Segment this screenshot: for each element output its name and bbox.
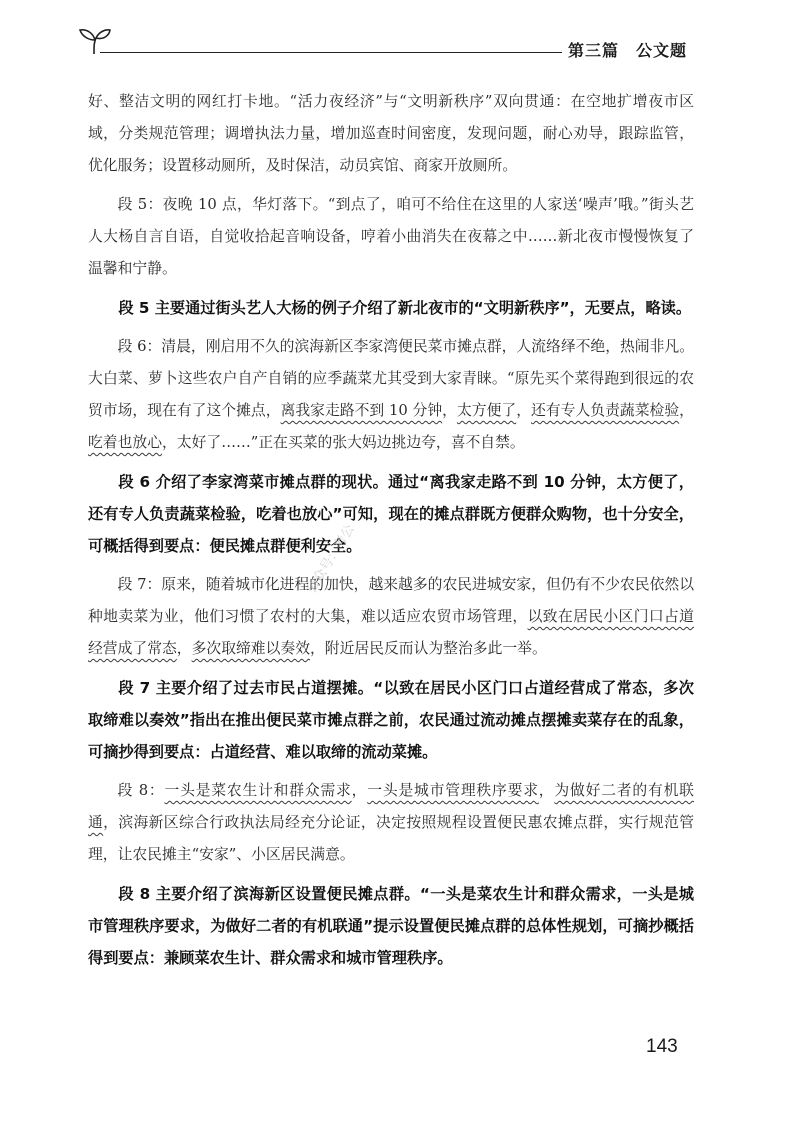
underlined-phrase: 太方便了 (456, 402, 517, 419)
analysis-paragraph (88, 672, 694, 768)
text-run: 段 8 主要介绍了滨海新区设置便民摊点群。“一头是菜农生计和群众需求，一头是城市管理秩序要求，为做好二者的有机联通”提示设置便民摊点群的总体性规划，可摘抄概括得到要点：兼顾菜农生计、群众需求和城市管理秩序。 (88, 885, 694, 967)
analysis-paragraph (88, 292, 694, 324)
text-run: ， (679, 402, 694, 419)
underlined-phrase: 多次取缔难以奏效 (191, 640, 310, 657)
text-run: ， (442, 402, 457, 419)
text-run: ， (516, 402, 532, 419)
text-run: 段 8： (117, 782, 165, 799)
text-run: 段 5：夜晚 10 点，华灯落下。“到点了，咱可不给住在这里的人家送‘噪声’哦。”街头艺人大杨自言自语，自觉收拾起音响设备，哼着小曲消失在夜幕之中……新北夜市慢慢恢复了温馨和宁静。 (88, 196, 694, 277)
text-run: ， (176, 640, 192, 657)
header-rule (100, 52, 562, 53)
source-paragraph (88, 86, 694, 182)
text-run: ，滨海新区综合行政执法局经充分论证，决定按照规程设置便民惠农摊点群，实行规范管理，让农民摊主“安家”、小区居民满意。 (88, 814, 694, 863)
page-number: 143 (646, 1036, 678, 1057)
underlined-phrase: 吃着也放心 (88, 434, 162, 451)
text-run: 段 6 介绍了李家湾菜市摊点群的现状。通过“离我家走路不到 10 分钟，太方便了，还有专人负责蔬菜检验，吃着也放心”可知，现在的摊点群既方便群众购物，也十分安全，可概括得到要点：便民摊点群便利安全。 (88, 473, 694, 555)
analysis-paragraph (88, 878, 694, 974)
text-run: ，太好了……”正在买菜的张大妈边挑边夸，喜不自禁。 (162, 434, 525, 451)
underlined-phrase: 为做好二者的有机联通 (88, 782, 694, 831)
source-paragraph (88, 189, 694, 285)
text-run: 好、整洁文明的网红打卡地。“活力夜经济”与“文明新秩序”双向贯通：在空地扩增夜市区域，分类规范管理；调增执法力量，增加巡查时间密度，发现问题，耐心劝导，跟踪监管，优化服务；设置移动厕所，及时保洁，动员宾馆、商家开放厕所。 (88, 93, 694, 174)
underlined-phrase: 一头是城市管理秩序要求 (367, 782, 539, 799)
page-header (0, 0, 800, 70)
underlined-phrase: 还有专人负责蔬菜检验 (531, 402, 680, 419)
text-run: 段 6：清晨，刚启用不久的滨海新区李家湾便民菜市摊点群，人流络绎不绝，热闹非凡。大白菜、萝卜这些农户自产自销的应季蔬菜尤其受到大家青睐。“原先买个菜得跑到很远的农贸市场，现在有了这个摊点， (88, 338, 694, 419)
text-run: 段 7：原来，随着城市化进程的加快，越来越多的农民进城安家，但仍有不少农民依然以种地卖菜为业，他们习惯了农村的大集，难以适应农贸市场管理， (88, 576, 694, 625)
underlined-phrase: 以致在居民小区门口占道经营成了常态 (88, 608, 694, 657)
source-paragraph (88, 331, 694, 459)
text-run: ， (538, 782, 555, 799)
underlined-phrase: 离我家走路不到 10 分钟 (280, 402, 443, 419)
header-title: 第三篇 公文题 (568, 41, 688, 60)
underlined-phrase: 一头是菜农生计和群众需求 (164, 782, 352, 799)
text-run: ，附近居民反而认为整治多此一举。 (310, 640, 547, 657)
source-paragraph (88, 775, 694, 871)
text-run: ， (351, 782, 368, 799)
watermark: 公众号：考公 (303, 522, 359, 597)
text-run: 段 7 主要介绍了过去市民占道摆摊。“以致在居民小区门口占道经营成了常态，多次取缔难以奏效”指出在推出便民菜市摊点群之前，农民通过流动摊点摆摊卖菜存在的乱象，可摘抄得到要点：占道经营、难以取缔的流动菜摊。 (88, 679, 694, 761)
text-run: 段 5 主要通过街头艺人大杨的例子介绍了新北夜市的“文明新秩序”，无要点，略读。 (118, 299, 692, 317)
